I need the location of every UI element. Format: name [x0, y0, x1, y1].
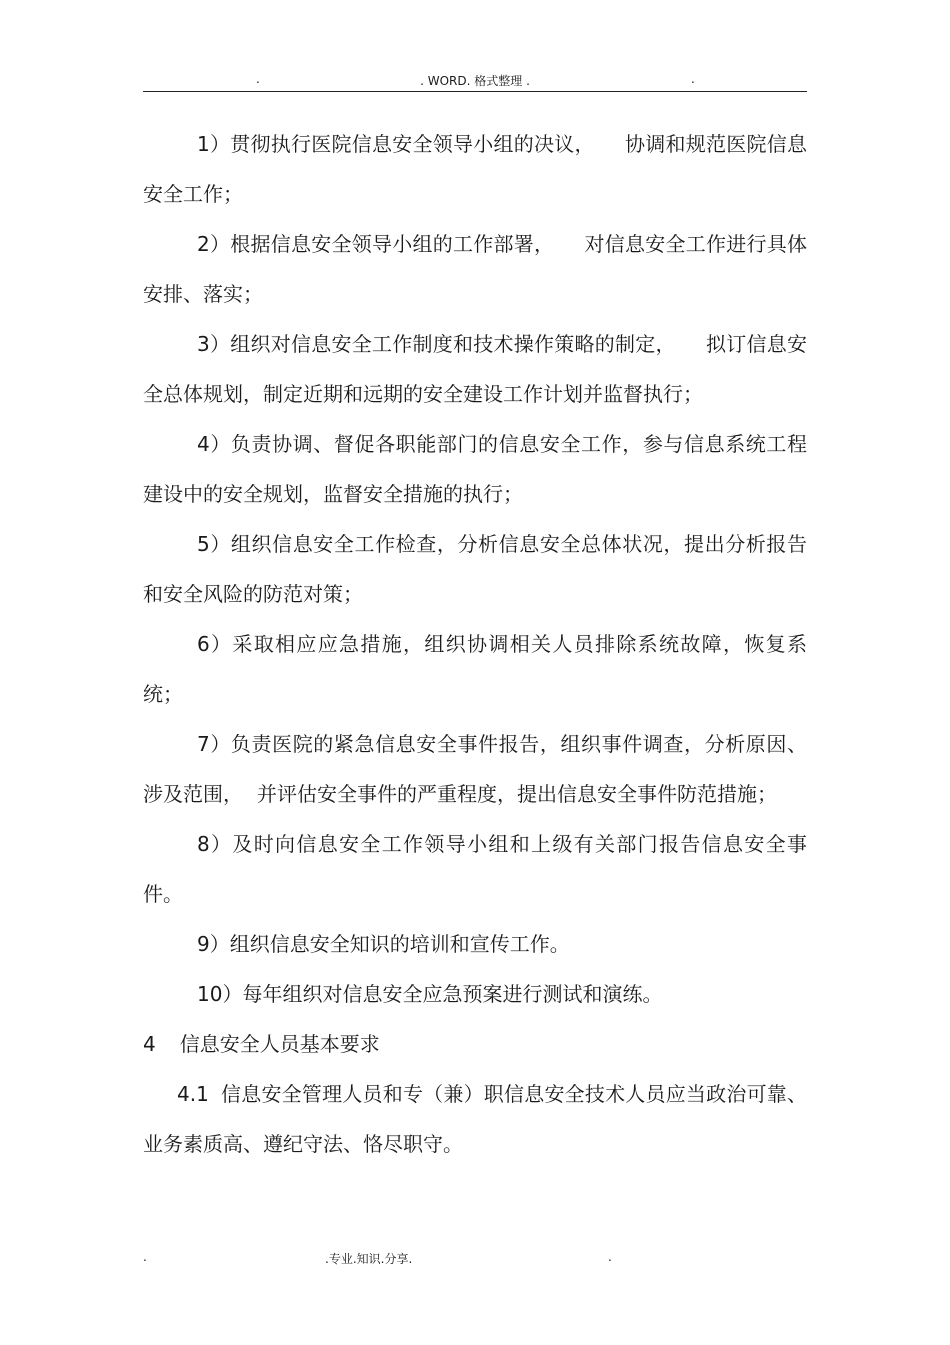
list-item-5-text-a: 5）组织信息安全工作检查，分析信息安全总体状况，提出分析报告和安全风险的防范对策； — [143, 532, 807, 606]
list-item-4 — [143, 419, 807, 519]
section-heading — [143, 1019, 807, 1069]
footer-dot-right: . — [608, 1250, 612, 1264]
header-dot-right: . — [691, 72, 695, 86]
sub-paragraph — [143, 1069, 807, 1169]
list-item-6 — [143, 619, 807, 719]
page-footer — [143, 1250, 807, 1270]
list-item-1-text-b: 协调和规范医院信息安全工作； — [143, 132, 808, 206]
footer-dot-left: . — [143, 1250, 147, 1264]
list-item-10 — [143, 969, 807, 1019]
list-item-2-text-b: 对信息安全工作进行具体安排、落实； — [143, 232, 807, 306]
list-item-8 — [143, 819, 807, 919]
header-dot-left: . — [256, 72, 260, 86]
list-item-1-text-a: 1）贯彻执行医院信息安全领导小组的决议， — [197, 132, 595, 156]
list-item-3-text-b: 拟订信息安全总体规划，制定近期和远期的安全建设工作计划并监督执行； — [143, 332, 808, 406]
list-item-5 — [143, 519, 807, 619]
document-body — [143, 119, 807, 1169]
list-item-10-text-a: 10）每年组织对信息安全应急预案进行测试和演练。 — [197, 982, 663, 1006]
list-item-2 — [143, 219, 807, 319]
list-item-3-text-a: 3）组织对信息安全工作制度和技术操作策略的制定， — [197, 332, 676, 356]
list-item-7-text-b: 并评估安全事件的严重程度，提出信息安全事件防范措施； — [257, 782, 777, 806]
list-item-2-text-a: 2）根据信息安全领导小组的工作部署， — [197, 232, 555, 256]
header-title: . WORD. 格式整理 . — [420, 74, 530, 88]
sub-paragraph-number: 4.1 — [177, 1082, 209, 1106]
list-item-8-text-a: 8）及时向信息安全工作领导小组和上级有关部门报告信息安全事件。 — [143, 832, 807, 906]
page-header — [143, 68, 807, 92]
list-item-6-text-a: 6）采取相应应急措施，组织协调相关人员排除系统故障，恢复系统； — [143, 632, 807, 706]
list-item-9-text-a: 9）组织信息安全知识的培训和宣传工作。 — [197, 932, 570, 956]
section-title: 信息安全人员基本要求 — [179, 1032, 380, 1056]
list-item-9 — [143, 919, 807, 969]
header-divider — [143, 91, 807, 92]
section-number: 4 — [143, 1032, 156, 1056]
footer-text: .专业.知识.分享. — [325, 1252, 413, 1266]
list-item-1 — [143, 119, 807, 219]
sub-paragraph-text: 信息安全管理人员和专（兼）职信息安全技术人员应当政治可靠、业务素质高、遵纪守法、恪尽职守。 — [143, 1082, 807, 1156]
list-item-3 — [143, 319, 807, 419]
list-item-4-text-a: 4）负责协调、督促各职能部门的信息安全工作，参与信息系统工程建设中的安全规划，监督安全措施的执行； — [143, 432, 807, 506]
list-item-7 — [143, 719, 807, 819]
list-item-7-text-a: 7）负责医院的紧急信息安全事件报告，组织事件调查，分析原因、涉及范围， — [143, 732, 807, 806]
